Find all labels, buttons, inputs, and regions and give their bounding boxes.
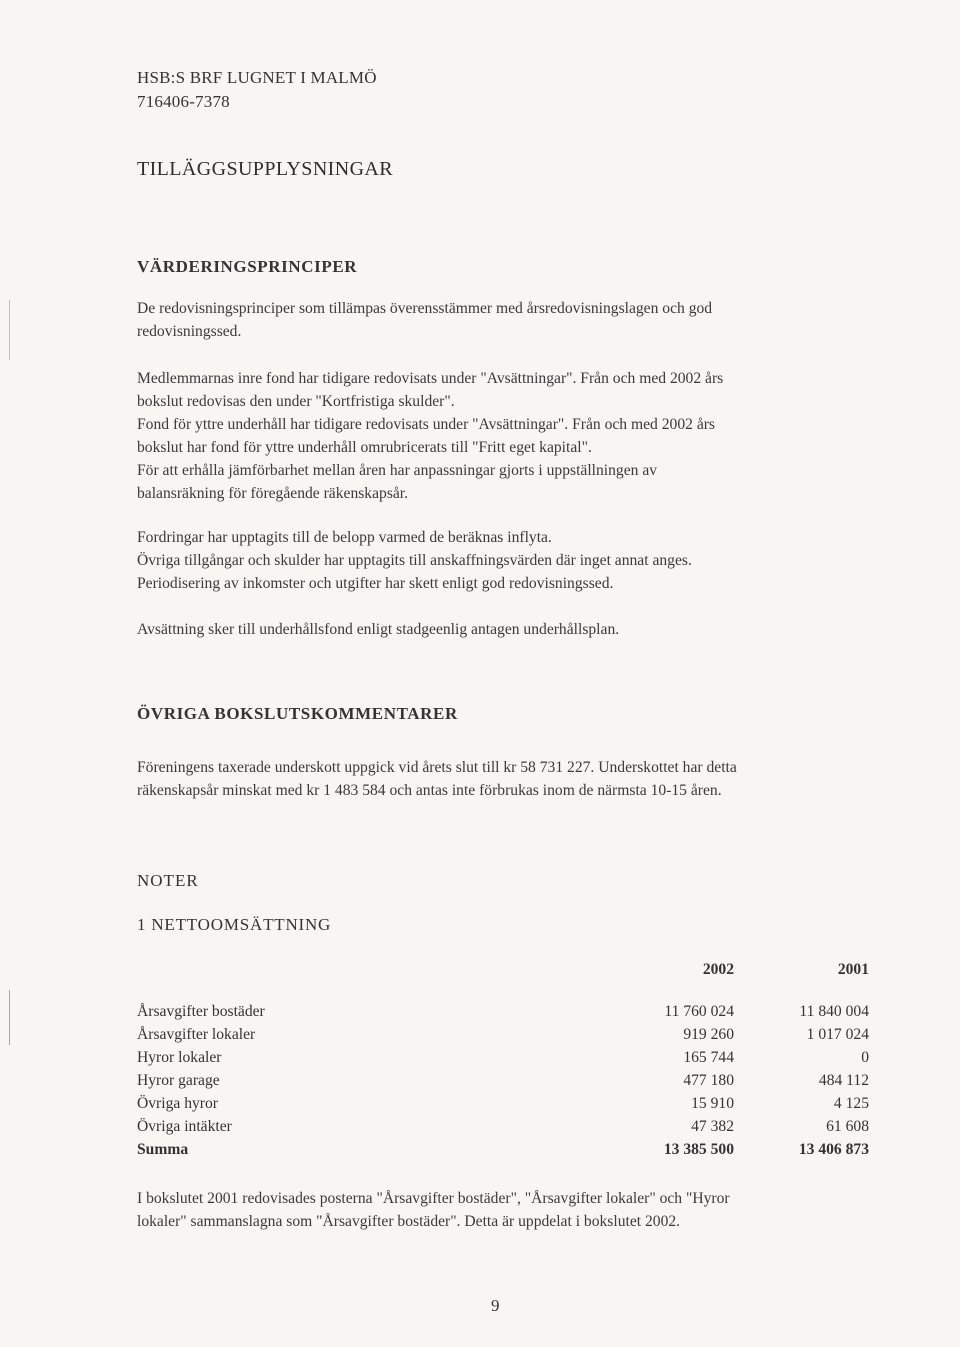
text-line: räkenskapsår minskat med kr 1 483 584 och antas inte förbrukas inom de närmsta 10-15 åren. [137,782,722,799]
notes-heading: NOTER [137,871,199,890]
value-2001: 0 [861,1049,869,1066]
row-label: Årsavgifter lokaler [137,1026,256,1043]
total-label: Summa [137,1141,189,1158]
text-line: Avsättning sker till underhållsfond enligt stadgeenlig antagen underhållsplan. [137,621,620,638]
table-total-row [137,1138,869,1161]
value-2001: 484 112 [818,1072,869,1089]
value-2002: 11 760 024 [664,1003,734,1020]
value-2001: 61 608 [826,1118,869,1135]
table-row [137,1023,869,1046]
total-2001: 13 406 873 [798,1141,869,1158]
net-revenue-table [137,958,869,1161]
text-line: lokaler" sammanslagna som "Årsavgifter bostäder". Detta är uppdelat i bokslutet 2002. [137,1213,681,1230]
value-2002: 919 260 [683,1026,734,1043]
valuation-heading: VÄRDERINGSPRINCIPER [137,257,358,276]
text-line: I bokslutet 2001 redovisades posterna "Årsavgifter bostäder", "Årsavgifter lokaler" och "Hyror [137,1190,730,1207]
text-line: bokslut redovisas den under "Kortfristiga skulder". [137,393,455,410]
table-row [137,1092,869,1115]
table-row [137,1069,869,1092]
text-line: Fond för yttre underhåll har tidigare redovisats under "Avsättningar". Från och med 2002 års [137,416,715,433]
organization-name: HSB:S BRF LUGNET I MALMÖ [137,68,377,87]
page-title: TILLÄGGSUPPLYSNINGAR [137,158,394,180]
table-row [137,1000,869,1023]
total-2002: 13 385 500 [663,1141,734,1158]
row-label: Övriga hyror [137,1095,218,1112]
value-2001: 1 017 024 [806,1026,869,1043]
text-line: Övriga tillgångar och skulder har upptagits till anskaffningsvärden där inget annat anges. [137,552,692,569]
value-2001: 4 125 [833,1095,869,1112]
row-label: Årsavgifter bostäder [137,1003,265,1020]
value-2002: 477 180 [683,1072,734,1089]
table-row [137,1115,869,1138]
valuation-paragraph-3 [137,526,897,595]
other-comments-paragraph [137,756,897,802]
column-header-2001: 2001 [837,961,869,978]
text-line: Föreningens taxerade underskott uppgick vid årets slut till kr 58 731 227. Underskottet har detta [137,759,737,776]
column-header-label [137,958,617,988]
row-label: Hyror garage [137,1072,220,1089]
scan-artifact [9,300,10,360]
text-line: bokslut har fond för yttre underhåll omrubricerats till "Fritt eget kapital". [137,439,592,456]
valuation-paragraph-1 [137,297,897,343]
scan-artifact [9,990,10,1045]
text-line: Medlemmarnas inre fond har tidigare redovisats under "Avsättningar". Från och med 2002 års [137,370,724,387]
row-label: Hyror lokaler [137,1049,222,1066]
value-2002: 15 910 [691,1095,734,1112]
organization-number: 716406-7378 [137,92,230,111]
page-number: 9 [491,1296,500,1315]
table-header-row [137,958,869,988]
text-line: redovisningssed. [137,323,242,340]
note1-footnote [137,1187,897,1233]
text-line: De redovisningsprinciper som tillämpas överensstämmer med årsredovisningslagen och god [137,300,713,317]
value-2001: 11 840 004 [799,1003,869,1020]
text-line: Periodisering av inkomster och utgifter har skett enligt god redovisningssed. [137,575,614,592]
row-label: Övriga intäkter [137,1118,232,1135]
valuation-paragraph-2 [137,367,897,505]
value-2002: 165 744 [683,1049,734,1066]
valuation-paragraph-4 [137,618,897,641]
value-2002: 47 382 [691,1118,734,1135]
note1-heading: 1 NETTOOMSÄTTNING [137,915,332,934]
table-row [137,1046,869,1069]
text-line: balansräkning för föregående räkenskapsår. [137,485,409,502]
text-line: Fordringar har upptagits till de belopp varmed de beräknas inflyta. [137,529,552,546]
text-line: För att erhålla jämförbarhet mellan åren har anpassningar gjorts i uppställningen av [137,462,658,479]
column-header-2002: 2002 [702,961,734,978]
other-comments-heading: ÖVRIGA BOKSLUTSKOMMENTARER [137,704,458,723]
